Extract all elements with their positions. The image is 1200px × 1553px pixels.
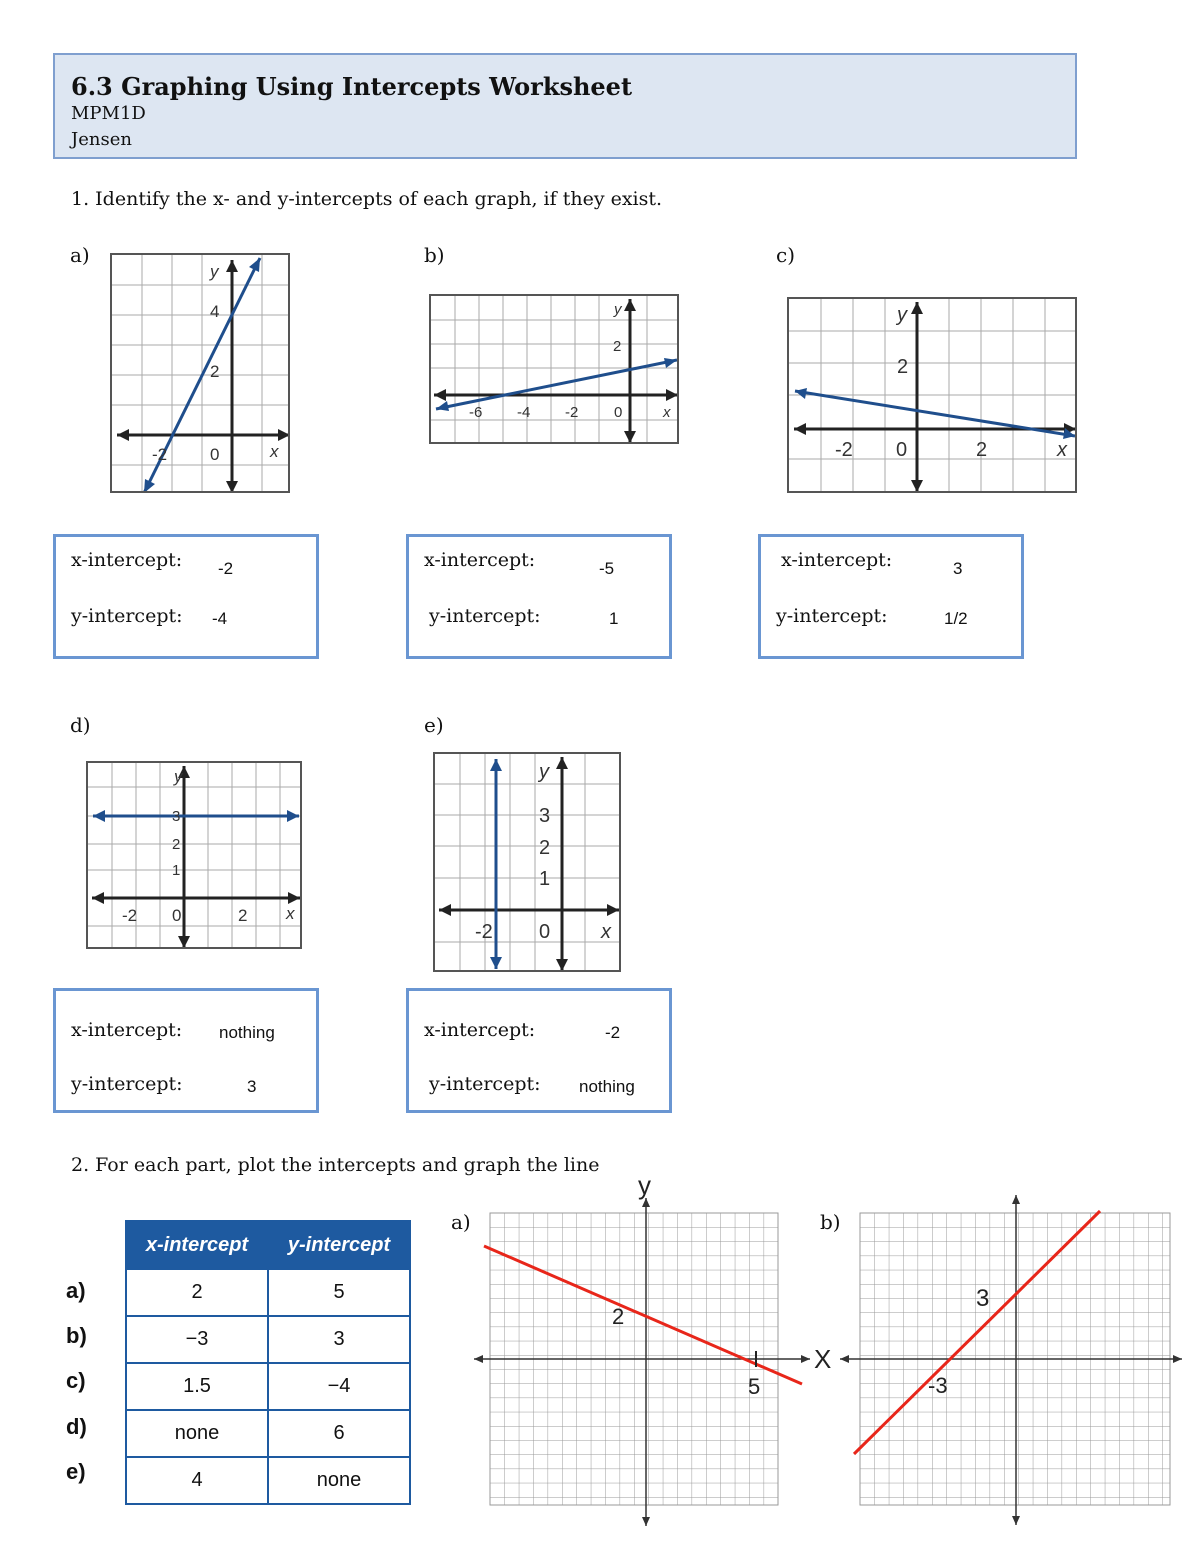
q2-part-a-label: a) [451,1210,471,1234]
part-c-label: c) [776,243,796,267]
graph-e-tick-3: 3 [539,805,551,827]
graph-b-tick-2: 2 [613,338,622,355]
y-intercept-answer[interactable]: 1 [609,609,619,628]
graph-e-tick-0: 0 [539,921,551,943]
table-row-label-e: e) [66,1459,86,1484]
intercepts-table [125,1220,411,1505]
table-row [126,1316,410,1363]
graph-a-x-label: x [270,442,279,461]
table-cell: 6 [268,1410,410,1457]
y-intercept-answer[interactable]: nothing [579,1077,635,1096]
graph-b-tick-neg2: -2 [565,404,579,421]
graph-d-tick-3: 3 [172,808,181,825]
graph-a-tick-2: 2 [210,362,220,381]
y-intercept-label: y-intercept: [776,605,888,627]
table-cell: −3 [126,1316,268,1363]
y-intercept-answer[interactable]: -4 [212,609,228,628]
x-intercept-label: x-intercept: [71,1019,183,1041]
graph-b [429,294,679,444]
graph-c-x-label: x [1057,439,1067,461]
y-intercept-label: y-intercept: [71,1073,183,1095]
table-header-x-intercept: x-intercept [126,1221,268,1269]
grid-a-y-label: y [638,1176,651,1200]
table-cell: 3 [268,1316,410,1363]
graph-a-y-label: y [210,262,219,281]
graph-d-tick-0: 0 [172,906,182,925]
graph-b-y-label: y [614,301,622,318]
x-intercept-answer[interactable]: 3 [953,559,963,578]
table-row [126,1269,410,1316]
question-1-prompt: 1. Identify the x- and y-intercepts of each graph, if they exist. [71,188,663,210]
graph-d [86,761,302,949]
graph-a-tick-4: 4 [210,302,220,321]
graph-e-tick-1: 1 [539,868,551,890]
y-intercept-label: y-intercept: [71,605,183,627]
graph-e-y-label: y [539,761,549,783]
graph-c-tick-0: 0 [896,439,908,461]
table-cell: none [268,1457,410,1504]
graph-b-x-label: x [663,404,671,421]
part-d-label: d) [70,713,91,737]
table-row [126,1363,410,1410]
table-cell: −4 [268,1363,410,1410]
question-2-prompt: 2. For each part, plot the intercepts and graph the line [71,1154,600,1176]
table-row [126,1410,410,1457]
plot-grid-a[interactable] [470,1176,850,1532]
table-cell: 1.5 [126,1363,268,1410]
x-intercept-answer[interactable]: -5 [599,559,615,578]
worksheet-header [53,53,1077,159]
x-intercept-answer[interactable]: nothing [219,1023,275,1042]
grid-a-x-label: X [814,1344,832,1374]
table-cell: 4 [126,1457,268,1504]
table-row-label-d: d) [66,1414,87,1439]
graph-d-x-label: x [286,904,295,923]
graph-e-tick-neg2: -2 [475,921,493,943]
course-code: MPM1D [71,103,146,124]
y-intercept-answer[interactable]: 1/2 [944,609,968,628]
answer-box-e [406,988,672,1113]
grid-a-y-intercept-mark: 2 [612,1304,625,1329]
graph-c-tick-2-x: 2 [976,439,988,461]
x-intercept-label: x-intercept: [71,549,183,571]
graph-e-x-label: x [601,921,611,943]
table-row-label-c: c) [66,1368,86,1393]
graph-c-tick-neg2: -2 [835,439,853,461]
graph-b-tick-0: 0 [614,404,623,421]
part-b-label: b) [424,243,445,267]
answer-box-d [53,988,319,1113]
y-intercept-label: y-intercept: [429,1073,541,1095]
table-row-label-a: a) [66,1278,86,1303]
plot-grid-b[interactable] [840,1190,1185,1530]
table-cell: 5 [268,1269,410,1316]
y-intercept-label: y-intercept: [429,605,541,627]
part-a-label: a) [70,243,90,267]
table-cell: 2 [126,1269,268,1316]
graph-d-tick-2: 2 [172,836,181,853]
answer-box-c [758,534,1024,659]
x-intercept-label: x-intercept: [424,1019,536,1041]
graph-d-y-label: y [174,767,183,786]
graph-c-tick-2: 2 [897,356,909,378]
answer-box-a [53,534,319,659]
worksheet-title: 6.3 Graphing Using Intercepts Worksheet [71,72,633,101]
graph-b-tick-neg4: -4 [517,404,531,421]
answer-box-b [406,534,672,659]
graph-a-tick-neg2: -2 [152,445,168,464]
y-intercept-answer[interactable]: 3 [247,1077,257,1096]
grid-b-x-intercept-mark: -3 [928,1373,948,1398]
graph-b-tick-neg6: -6 [469,404,483,421]
x-intercept-answer[interactable]: -2 [605,1023,621,1042]
x-intercept-label: x-intercept: [424,549,536,571]
part-e-label: e) [424,713,444,737]
table-row [126,1457,410,1504]
table-header-y-intercept: y-intercept [268,1221,410,1269]
table-cell: none [126,1410,268,1457]
graph-c-y-label: y [897,304,907,326]
graph-e-tick-2: 2 [539,837,551,859]
q2-part-b-label: b) [820,1210,841,1234]
x-intercept-label: x-intercept: [781,549,893,571]
graph-d-tick-2-x: 2 [238,906,248,925]
table-row-label-b: b) [66,1323,87,1348]
graph-c [787,297,1077,493]
graph-d-tick-neg2: -2 [122,906,138,925]
graph-d-tick-1: 1 [172,862,181,879]
graph-e [433,752,621,972]
grid-a-x-intercept-mark: 5 [748,1374,761,1399]
x-intercept-answer[interactable]: -2 [218,559,234,578]
grid-b-y-intercept-mark: 3 [976,1285,990,1312]
graph-a-tick-0: 0 [210,445,220,464]
teacher-name: Jensen [71,129,132,150]
graph-a [110,253,290,493]
